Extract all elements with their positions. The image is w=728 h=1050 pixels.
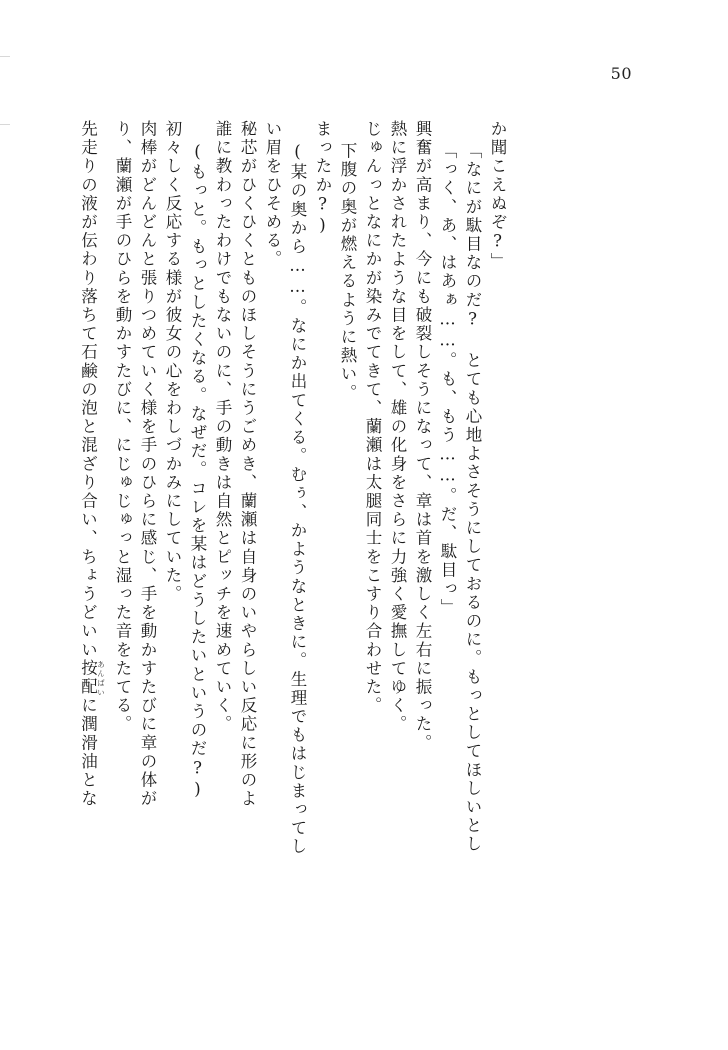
scan-edge-mark [0,56,10,57]
text-column: 秘芯がひくひくとものほしそうにうごめき、蘭瀬は自身のいやらしい反応に形のよ [238,120,257,809]
text-column: (某の奥から……。なにか出てくる。むぅ、かようなときに。生理でもはじまってし [288,142,307,857]
text-column: 下腹の奥が燃えるように熱い。 [338,142,357,403]
scan-edge-mark [0,124,10,125]
ruby-annotation: 按配 あんばい [78,659,106,697]
text-column: 初々しく反応する様が彼女の心をわしづかみにしていた。 [163,120,182,604]
text-column: 「っく、あ、はあぁ……。も、もう……。だ、駄目っ」 [438,142,457,617]
text-column: まったか?) [313,120,332,237]
text-column: 興奮が高まり、今にも破裂しそうになって、章は首を激しく左右に振った。 [413,120,432,753]
text-column: り、蘭瀬が手のひらを動かすたびに、にじゅじゅっと湿った音をたてる。 [113,120,132,734]
page-number: 50 [610,64,632,83]
text-column: 先走りの液が伝わり落ちて石鹸の泡と混ざり合い、ちょうどいい按配 あんばいに潤滑油とな [78,120,106,809]
text-column: 「なにが駄目なのだ? とても心地よさそうにしておるのに。もっとしてほしいとし [463,142,482,854]
body-text-block [80,120,640,950]
text-column: か聞こえぬぞ?」 [488,120,507,272]
text-column: い眉をひそめる。 [263,120,282,269]
text-column: 熱に浮かされたような目をして、雄の化身をさらに力強く愛撫してゆく。 [388,120,407,734]
text-column: 肉棒がどんどんと張りつめていく様を手のひらに感じ、手を動かすたびに章の体が [138,120,157,809]
text-column: 誰に教わったわけでもないのに、手の動きは自然とピッチを速めていく。 [213,120,232,734]
text-column: (もっと。もっとしたくなる。なぜだ。コレを某はどうしたいというのだ?) [188,142,207,801]
text-column: じゅんっとなにかが染みでてきて、蘭瀬は太腿同士をこすり合わせた。 [363,120,382,716]
